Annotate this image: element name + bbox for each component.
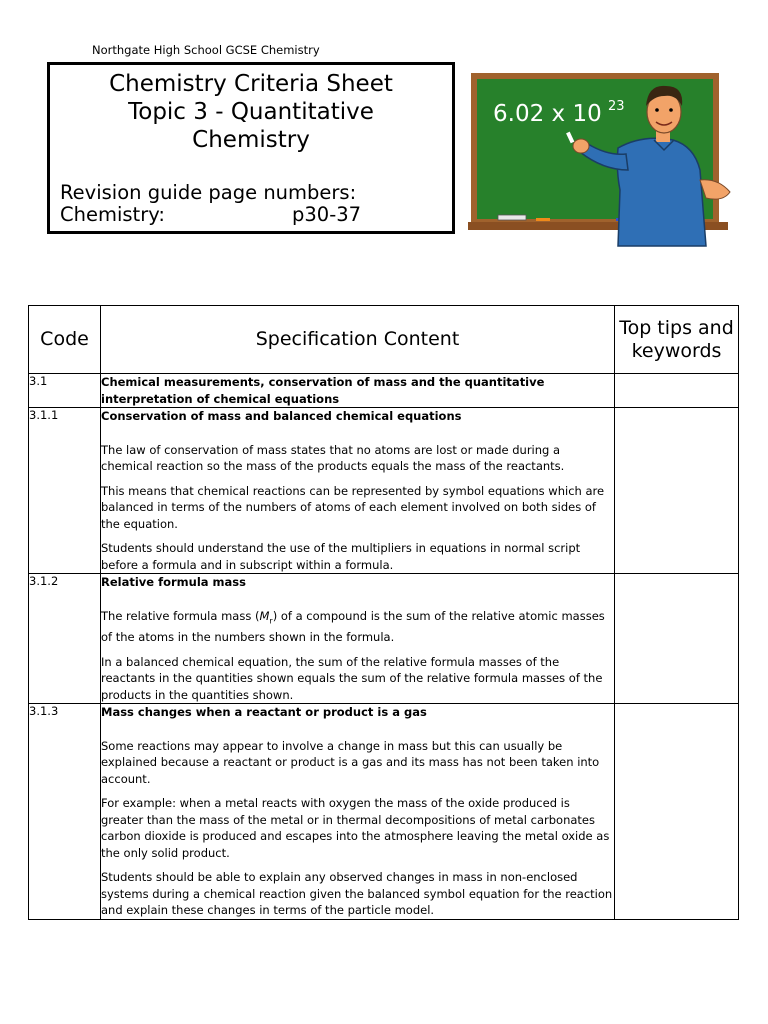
board-exponent: 23 [608,99,625,114]
row-heading: Mass changes when a reactant or product is a gas [101,705,427,720]
eraser [498,215,526,220]
row-paragraph: Some reactions may appear to involve a change in mass but this can usually be explained because a reactant or product is a gas and its mass has not been taken into account. [101,738,600,786]
row-code: 3.1.1 [29,408,101,574]
table-row [29,374,739,408]
table-row [29,574,739,704]
row-code: 3.1 [29,374,101,408]
chemistry-label: Chemistry: [60,203,165,226]
revision-label: Revision guide page numbers: [60,181,357,204]
title-line-1: Chemistry Criteria Sheet [109,71,393,97]
chalkboard-svg [468,70,738,250]
school-name: Northgate High School GCSE Chemistry [92,43,320,57]
teacher-chalkboard-illustration [468,70,738,250]
row-heading: Relative formula mass [101,575,246,589]
mr-symbol: M [259,608,270,623]
board-text: 6.02 x 10 [493,101,602,127]
table-header-row [29,306,739,374]
page-title [50,70,452,154]
row-heading: Conservation of mass and balanced chemical equations [101,409,462,423]
row-paragraph: Students should be able to explain any observed changes in mass in non-enclosed systems during a chemical reaction given the balanced symbol equation for the reaction and explain these changes in terms of the particle model. [101,870,613,918]
row-heading: Chemical measurements, conservation of mass and the quantitative interpretation of chemical equations [101,375,545,406]
table-row [29,704,739,920]
row-code: 3.1.2 [29,574,101,704]
row-paragraph [101,608,614,646]
formula-text-after: ) of a compound is the sum of the relative atomic masses of the atoms in the numbers shown in the formula. [101,608,605,645]
row-paragraph: For example: when a metal reacts with oxygen the mass of the oxide produced is greater than the mass of the metal or in thermal decompositions of metal carbonates carbon dioxide is produced and escapes into the atmosphere leaving the metal oxide as the only solid product. [101,796,610,860]
mr-subscript: r [269,615,273,625]
title-line-3: Chemistry [192,127,310,153]
table-row [29,408,739,574]
row-tips [615,408,739,574]
row-paragraph: Students should understand the use of the multipliers in equations in normal script before a formula and in subscript within a formula. [101,541,581,572]
row-content [101,704,615,920]
formula-text-before: The relative formula mass ( [101,608,260,623]
specification-table [28,305,739,920]
row-tips [615,574,739,704]
chemistry-pages: p30-37 [292,203,362,226]
revision-info [60,181,362,226]
row-content [101,574,615,704]
row-paragraph: The law of conservation of mass states that no atoms are lost or made during a chemical reaction so the mass of the products equals the mass of the reactants. [101,442,565,473]
chalk-orange [536,218,550,221]
row-paragraph: In a balanced chemical equation, the sum of the relative formula masses of the reactants in the quantities shown equals the sum of the relative formula masses of the products in the quantities shown. [101,654,603,702]
title-line-2: Topic 3 - Quantitative [128,99,374,125]
header-top-tips: Top tips and keywords [615,306,739,374]
row-tips [615,374,739,408]
row-tips [615,704,739,920]
row-content [101,374,615,408]
header-code: Code [29,306,101,374]
title-box [47,62,455,234]
row-code: 3.1.3 [29,704,101,920]
header-specification-content: Specification Content [101,306,615,374]
row-paragraph: This means that chemical reactions can be represented by symbol equations which are balanced in terms of the numbers of atoms of each element involved on both sides of the equation. [101,483,605,531]
row-content [101,408,615,574]
